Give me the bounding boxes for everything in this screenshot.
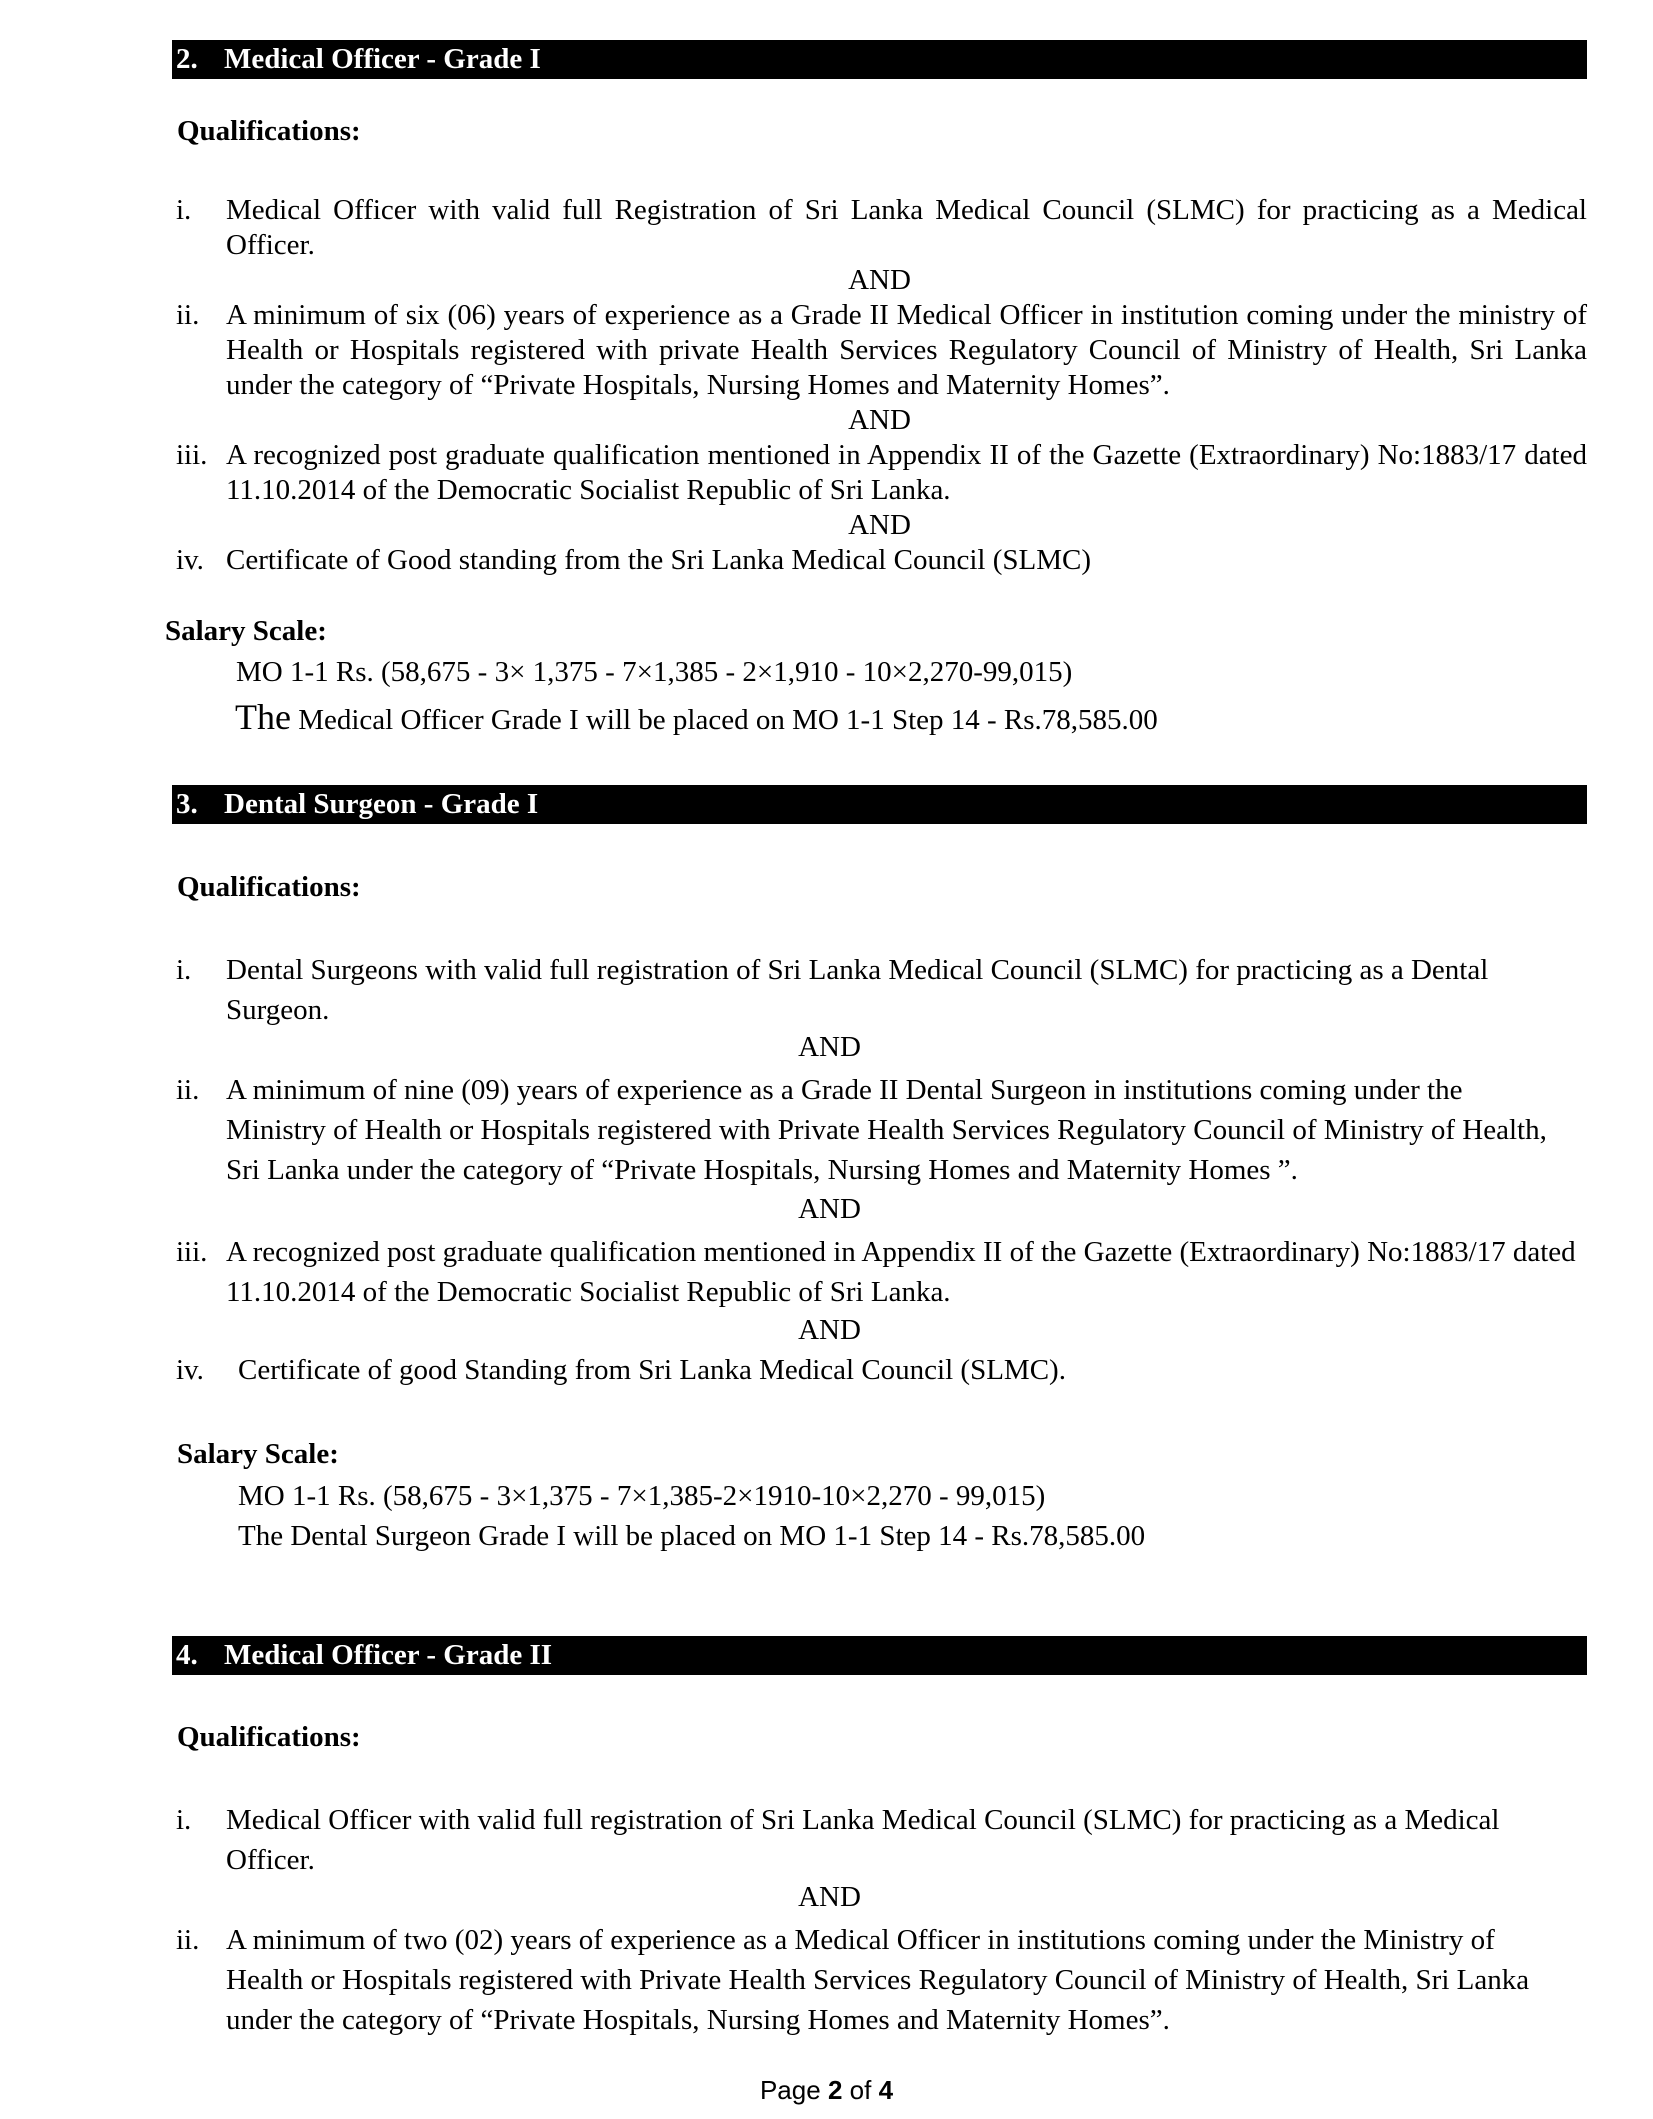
qualification-item — [172, 1800, 1587, 1880]
qualifications-label: Qualifications: — [177, 115, 361, 147]
item-numeral: i. — [176, 1804, 192, 1836]
and-connector: AND — [798, 1314, 861, 1346]
and-connector: AND — [848, 264, 911, 296]
item-text: Medical Officer with valid full Registration of Sri Lanka Medical Council (SLMC) for practicing as a Medical Officer. — [226, 194, 1587, 261]
item-numeral: i. — [176, 954, 192, 986]
item-text: A minimum of six (06) years of experience as a Grade II Medical Officer in institution coming under the ministry of Health or Hospitals registered with private Health Services Regulatory Council of Ministry of Health, Sri Lanka under the category of “Private Hospitals, Nursing Homes and Maternity Homes”. — [226, 299, 1587, 401]
page-number: 2 — [827, 2075, 843, 2105]
section-number: 3. — [176, 788, 198, 820]
and-connector: AND — [798, 1193, 861, 1225]
item-text: Medical Officer with valid full registration of Sri Lanka Medical Council (SLMC) for practicing as a Medical Officer. — [226, 1804, 1500, 1876]
and-connector: AND — [848, 404, 911, 436]
salary-scale-label: Salary Scale: — [165, 615, 327, 647]
page-label: Page — [759, 2075, 821, 2105]
and-connector: AND — [798, 1031, 861, 1063]
item-numeral: ii. — [176, 1074, 200, 1106]
item-numeral: ii. — [176, 1924, 200, 1956]
item-text: A recognized post graduate qualification mentioned in Appendix II of the Gazette (Extraordinary) No:1883/17 dated 11.10.2014 of the Democratic Socialist Republic of Sri Lanka. — [226, 1236, 1576, 1308]
item-numeral: iv. — [176, 1354, 204, 1386]
page-total: 4 — [878, 2075, 894, 2105]
salary-placement-text: Medical Officer Grade I will be placed on MO 1-1 Step 14 - Rs.78,585.00 — [290, 704, 1158, 736]
item-text: A minimum of two (02) years of experience as a Medical Officer in institutions coming under the Ministry of Health or Hospitals registered with Private Health Services Regulatory Council of Ministry of Health, Sri Lanka under the category of “Private Hospitals, Nursing Homes and Maternity Homes”. — [226, 1924, 1530, 2036]
item-text: A recognized post graduate qualification mentioned in Appendix II of the Gazette (Extraordinary) No:1883/17 dated 11.10.2014 of the Democratic Socialist Republic of Sri Lanka. — [226, 439, 1587, 506]
salary-scale-line: MO 1-1 Rs. (58,675 - 3×1,375 - 7×1,385-2×1910-10×2,270 - 99,015) — [238, 1480, 1046, 1512]
section-number: 2. — [176, 43, 198, 75]
and-connector: AND — [848, 509, 911, 541]
item-numeral: ii. — [176, 299, 200, 331]
item-text: Dental Surgeons with valid full registration of Sri Lanka Medical Council (SLMC) for practicing as a Dental Surgeon. — [226, 954, 1489, 1026]
item-numeral: iii. — [176, 1236, 208, 1268]
qualification-item — [172, 1920, 1587, 2040]
item-text: Certificate of Good standing from the Sri Lanka Medical Council (SLMC) — [226, 544, 1091, 576]
qualifications-label: Qualifications: — [177, 1721, 361, 1753]
section-title: Medical Officer - Grade II — [224, 1639, 553, 1671]
item-numeral: iv. — [176, 544, 204, 576]
section-number: 4. — [176, 1639, 198, 1671]
section-title: Medical Officer - Grade I — [224, 43, 541, 75]
item-text: Certificate of good Standing from Sri Lanka Medical Council (SLMC). — [238, 1354, 1066, 1386]
and-connector: AND — [798, 1881, 861, 1913]
section-4-body — [172, 0, 1587, 2060]
item-text: A minimum of nine (09) years of experience as a Grade II Dental Surgeon in institutions coming under the Ministry of Health or Hospitals registered with Private Health Services Regulatory Council of Ministry of Health, Sri Lanka under the category of “Private Hospitals, Nursing Homes and Maternity Homes ”. — [226, 1074, 1547, 1186]
salary-placement-line: The Dental Surgeon Grade I will be placed on MO 1-1 Step 14 - Rs.78,585.00 — [238, 1520, 1146, 1552]
qualifications-label: Qualifications: — [177, 871, 361, 903]
salary-scale-line: MO 1-1 Rs. (58,675 - 3× 1,375 - 7×1,385 - 2×1,910 - 10×2,270-99,015) — [236, 656, 1073, 688]
page-footer — [0, 2073, 1653, 2108]
item-numeral: iii. — [176, 439, 208, 471]
of-label: of — [849, 2075, 872, 2105]
salary-placement-lead: The — [235, 697, 291, 737]
section-title: Dental Surgeon - Grade I — [224, 788, 539, 820]
item-numeral: i. — [176, 194, 192, 226]
salary-scale-label: Salary Scale: — [177, 1438, 339, 1470]
